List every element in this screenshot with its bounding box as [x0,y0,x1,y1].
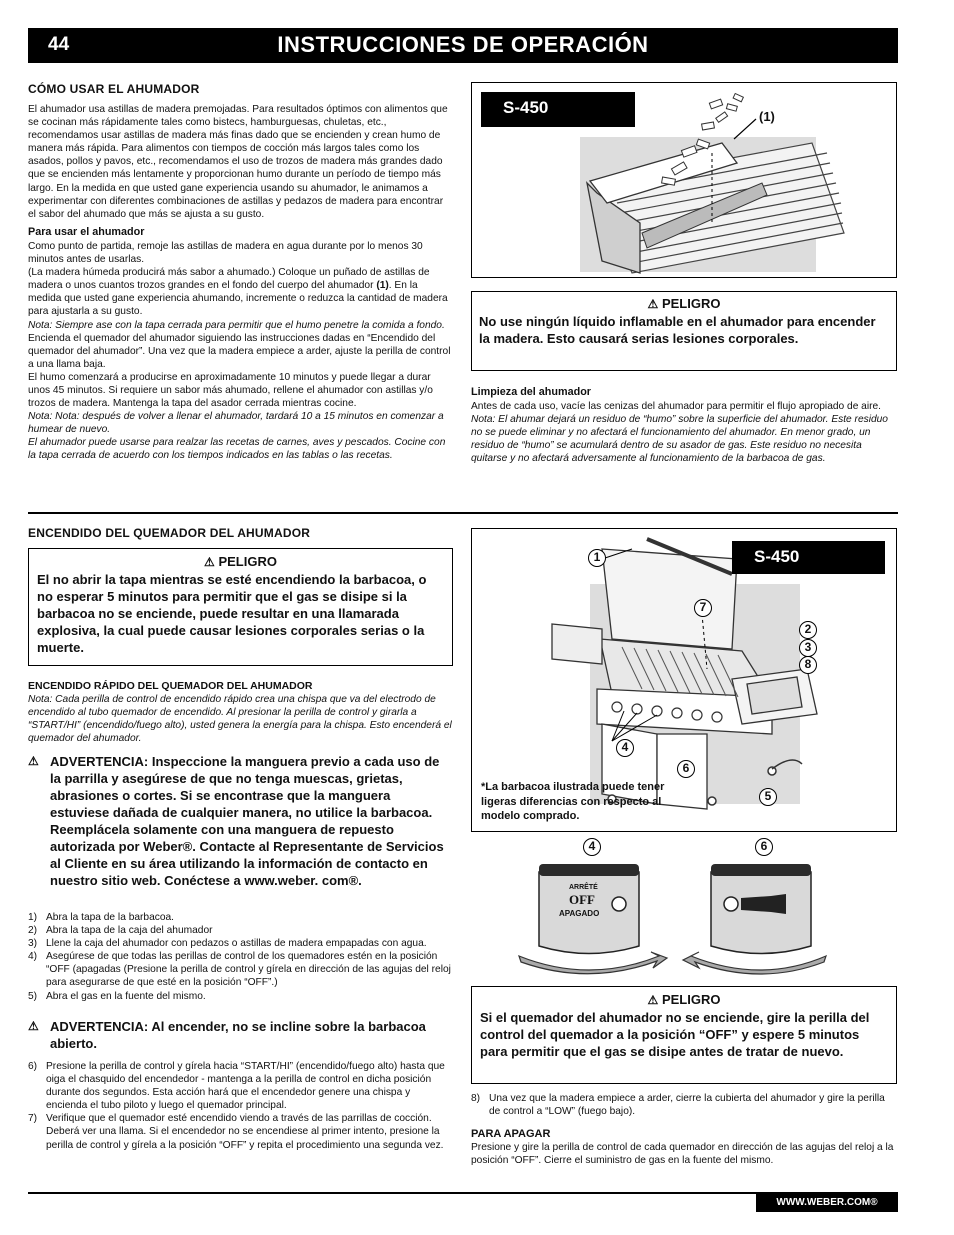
warning-triangle-icon: ⚠ [28,754,39,768]
grill-callout-5: 5 [759,788,777,806]
danger-title-lighting [37,553,444,571]
quick-lighting [28,680,453,745]
knob-off-bottom: APAGADO [559,909,600,918]
step-2-number: 2) [28,925,38,937]
smoker-p2 [28,266,453,318]
danger-title-2-label: PELIGRO [661,992,721,1007]
step-8-text: Una vez que la madera empiece a arder, cierre la cubierta del ahumador y gire la perilla de control a “LOW” (fuego bajo). [489,1093,885,1118]
shutdown-text: Presione y gire la perilla de control de cada quemador en dirección de las agujas del reloj a la posición “OFF”. Cierre el suministro de gas en la fuente del mismo. [471,1142,894,1167]
step-5-number: 5) [28,990,38,1002]
step-4 [28,950,453,989]
smoker-p1: Como punto de partida, remoje las astillas de madera en agua durante por lo menos 30 minutos antes de usarlas. [28,240,423,266]
step-5-text: Abra el gas en la fuente del mismo. [46,990,206,1002]
step-3-text: Llene la caja del ahumador con pedazos o astillas de madera empapadas con agua. [46,938,427,950]
smoker-p2a: (La madera húmeda producirá más sabor a ahumado.) Coloque un puñado de astillas de madera o unos cuantos trozos grandes en el fondo del cuerpo del ahumador [28,267,430,292]
warning-triangle-icon: ⚠ [647,993,659,1007]
warning-2 [28,1018,453,1052]
lighting-heading: ENCENDIDO DEL QUEMADOR DEL AHUMADOR [28,526,311,540]
quick-heading: ENCENDIDO RÁPIDO DEL QUEMADOR DEL AHUMADOR [28,680,313,692]
warning-triangle-icon: ⚠ [28,1019,39,1033]
knob-off-mid: OFF [569,892,595,907]
cleaning-p1: Antes de cada uso, vacíe las cenizas del ahumador para permitir el flujo apropiado de aire. [471,401,882,413]
step-6-number: 6) [28,1061,38,1072]
knob-off-top: ARRÊTÉ [569,884,598,891]
page-title: INSTRUCCIONES DE OPERACIÓN [277,32,649,57]
shutdown-heading: PARA APAGAR [471,1128,551,1140]
grill-caption: *La barbacoa ilustrada puede tener ligeras diferencias con respecto al modelo comprado. [481,781,665,822]
step-7-text: Verifique que el quemador esté encendido viendo a través de las parrillas de cocción. Deberá ver una llama. Si el encendedor no se encendiese al primer intento, presione la perilla de control y gírela a la posición “OFF” y repita el procedimiento una segunda vez. [46,1113,444,1151]
quick-note: Nota: Cada perilla de control de encendido rápido crea una chispa que va del electrodo de encendido al tubo quemador de encendido. Al presionar la perilla de control y girarla a “START/HI” (encendido/fuego alto), usted genera la energía para la chispa. Esto encenderá el quemador del ahumador. [28,694,452,745]
step-2 [28,924,453,937]
smoker-use-text [28,103,453,463]
grill-callout-2: 2 [799,621,817,639]
section-divider [28,512,898,514]
steps-a [28,911,453,1003]
step-2-text: Abra la tapa de la caja del ahumador [46,925,213,937]
grill-figure [471,528,897,832]
step-4-number: 4) [28,951,38,963]
smoker-use-heading: CÓMO USAR EL AHUMADOR [28,82,200,96]
step-1-number: 1) [28,912,38,923]
footer-url[interactable]: WWW.WEBER.COM® [756,1193,898,1212]
danger-title-1 [479,295,889,313]
smoker-callout-1: (1) [759,109,775,124]
knob-callout-right: 6 [755,838,773,856]
steps-b [28,1060,453,1152]
smoker-note1: Nota: Siempre ase con la tapa cerrada para permitir que el humo penetre la comida a fondo. [28,319,445,331]
grill-callout-1: 1 [588,549,606,567]
smoker-p2c: . En la medida que usted gane experiencia ahumando, incremente o reduzca la cantidad de madera para ajustarla a su gusto. [28,280,448,318]
smoker-note3: El ahumador puede usarse para realzar las recetas de carnes, aves y pescados. Cocine con la tapa cerrada de acuerdo con los tiempos indicados en las tablas o las recetas. [28,437,446,462]
grill-callout-7: 7 [694,599,712,617]
step-7 [28,1112,453,1151]
step-4-text: Asegúrese de que todas las perillas de control de los quemadores estén en la posición “OFF (apagadas (Presione la perilla de control y gírela en dirección de las agujas del reloj para asegurarse de que esté en la posición “OFF”.) [46,951,451,989]
smoker-sub-heading: Para usar el ahumador [28,225,145,238]
grill-callout-6: 6 [677,760,695,778]
model-tag-1-label: S-450 [503,98,549,117]
grill-callout-3: 3 [799,639,817,657]
smoker-p4: El humo comenzará a producirse en aproximadamente 10 minutos y puede llegar a durar unos 45 minutos. Si requiere un sabor más ahumado, rellene el ahumador con astillas y/o trozos de madera. Mantenga la tapa del asador cerrada mientras cocine. [28,371,433,410]
step-8-number: 8) [471,1093,481,1104]
danger-title-lighting-label: PELIGRO [218,554,277,569]
step-1 [28,911,453,924]
danger-box-1 [471,291,897,371]
cleaning-heading: Limpieza del ahumador [471,386,591,398]
danger-box-2 [471,986,897,1084]
grill-callout-4: 4 [616,739,634,757]
smoker-figure [471,82,897,278]
warning-1-text: ADVERTENCIA: Inspeccione la manguera previo a cada uso de la parrilla y asegúrese de que no tenga muescas, grietas, abrasiones o cortes. Si se encontrase que la manguera estuviese dañada de cualquier manera, no utilice la barbacoa. Reemplácela solamente con una manguera de repuesto autorizada por Weber®. Contacte al Representante de Servicios al Cliente en su área utilizando la información de contacto en nuestro sitio web. Conéctese a www.weber. com®. [50,754,444,888]
smoker-p2b: (1) [376,280,389,292]
knob-callout-left: 4 [583,838,601,856]
step-8-block [471,1092,897,1118]
knob-illustrations [471,836,897,984]
grill-callout-8: 8 [799,656,817,674]
danger-title-1-label: PELIGRO [661,296,721,311]
cleaning-note: Nota: El ahumar dejará un residuo de “humo” sobre la superficie del ahumador. Este residuo no se puede eliminar y no afectará el funcionamiento del ahumador. En menor grado, un residuo de “humo” se acumulará dentro de su asador de gas. Este residuo no necesita quitarse y no afectará adversamente al funcionamiento de la barbacoa de gas. [471,414,888,465]
danger-text-1: No use ningún líquido inflamable en el ahumador para encender la madera. Esto causará serias lesiones corporales. [479,314,876,346]
shutdown-section [471,1128,897,1167]
warning-1 [28,753,453,889]
header-bar [28,28,898,63]
model-tag-2-label: S-450 [754,547,800,566]
step-8 [471,1092,897,1118]
model-tag-2 [732,541,885,574]
cleaning-section [471,386,897,466]
warning-triangle-icon: ⚠ [647,297,659,311]
smoker-intro: El ahumador usa astillas de madera premojadas. Para resultados óptimos con alimentos que se cocinan más rápidamente tales como bistecs, hamburguesas, chuletas, etc., recomendamos usar astillas de madera más finas dado que se encienden y crean humo de manera más rápida. Para alimentos con tiempos de cocción más largos tales como los asados, pollos y pavos, etc., recomendamos el uso de trozos de madera más grandes dado que se encienden más lentamente y proporcionan humo durante un período de tiempo más largo. En la medida en que usted gane experiencia usando su ahumador, le animamos a experimentar con diferentes combinaciones de astillas y pedazos de madera para encontrar el sabor del ahumado que más se ajusta a su gusto. [28,104,448,220]
page-number: 44 [48,34,70,55]
danger-title-2 [480,991,888,1009]
step-3 [28,937,453,950]
step-7-number: 7) [28,1113,38,1125]
smoker-note2: Nota: Nota: después de volver a llenar el ahumador, tardará 10 a 15 minutos en comenzar a humear de nuevo. [28,411,444,436]
warning-2-text: ADVERTENCIA: Al encender, no se incline sobre la barbacoa abierto. [50,1019,426,1051]
step-1-text: Abra la tapa de la barbacoa. [46,912,175,923]
smoker-illustration [472,83,897,278]
step-6 [28,1060,453,1112]
danger-text-lighting: El no abrir la tapa mientras se esté encendiendo la barbacoa, o no esperar 5 minutos para permitir que el gas se disipe si la barbacoa no se enciende, puede resultar en una llamarada explosiva, la cual puede causar lesiones corporales serias o la muerte. [37,572,427,655]
smoker-p3: Encienda el quemador del ahumador siguiendo las instrucciones dadas en “Encendido del quemador del ahumador”. Una vez que la madera empiece a arder, ajuste la perilla de control a una llama baja. [28,332,451,370]
danger-box-lighting [28,548,453,666]
step-6-text: Presione la perilla de control y gírela hacia “START/HI” (encendido/fuego alto) hasta que oiga el chasquido del encendedor - mantenga a la perilla de control en dicha posición durante dos segundos. Esta acción hará que el encendedor genere una chispa y encienda el tubo piloto y luego el quemador principal. [46,1061,445,1112]
step-3-number: 3) [28,938,38,950]
step-5 [28,990,453,1003]
knob-drawing [471,836,897,984]
danger-text-2: Si el quemador del ahumador no se enciende, gire la perilla del control del quemador a la posición “OFF” y espere 5 minutos para permitir que el gas se disipe antes de tratar de nuevo. [480,1010,870,1059]
warning-triangle-icon: ⚠ [204,555,215,569]
